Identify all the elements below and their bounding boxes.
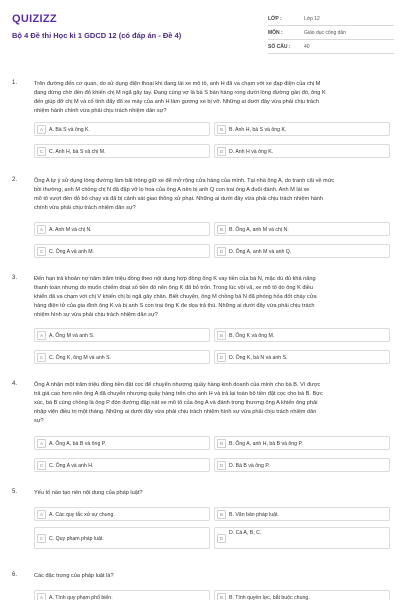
quizizz-logo: QUIZIZZ bbox=[12, 13, 57, 25]
question-number: 5. bbox=[12, 489, 18, 495]
answer-option-b[interactable] bbox=[214, 222, 390, 236]
option-text: B. Anh H, bà S và ông K. bbox=[229, 126, 287, 133]
question-line: chính vừa phải chịu trách nhiệm dân sự? bbox=[34, 205, 136, 211]
question-2 bbox=[12, 177, 390, 269]
meta-row-subject bbox=[268, 26, 394, 40]
question-line: nhiệm hình sự vừa phải chịu trách nhiệm dân sự? bbox=[34, 312, 158, 318]
question-text bbox=[34, 572, 390, 581]
question-number: 1. bbox=[12, 80, 18, 86]
page-header bbox=[0, 0, 400, 70]
answer-option-a[interactable] bbox=[34, 590, 210, 600]
question-line: trả giá cao hơn nên ông A đã chuyển nhượng quầy hàng trên cho anh H và trả lại toàn bộ tiền đặt cọc cho bà B. Bực bbox=[34, 391, 323, 397]
question-line: xúc, bà B cùng chồng là ông P đón đường đập nát xe mô tô của ông A và đánh trọng thương ông A khiến ông phải bbox=[34, 400, 318, 406]
question-5 bbox=[12, 489, 390, 557]
option-text: D. Ông A, anh M và anh Q. bbox=[229, 248, 292, 255]
option-letter: D bbox=[217, 247, 226, 256]
answer-option-a[interactable] bbox=[34, 328, 210, 342]
option-letter: C bbox=[37, 147, 46, 156]
option-text: A. Các quy tắc xử sự chung. bbox=[49, 511, 115, 518]
question-line: Đến hạn trả khoản nợ năm trăm triệu đồng theo nội dung hợp đồng ông K vay tiền của bà N, mặc dù đủ khả năng bbox=[34, 276, 316, 282]
answer-option-c[interactable] bbox=[34, 244, 210, 258]
option-text: D. Anh H và ông K. bbox=[229, 148, 274, 155]
answer-option-c[interactable] bbox=[34, 458, 210, 472]
option-text: B. Tính quyền lực, bắt buộc chung. bbox=[229, 594, 310, 600]
question-text bbox=[34, 275, 390, 320]
meta-value: Giáo dục công dân bbox=[304, 29, 346, 36]
question-line: khiển đã va chạm với chị V khiến chị bị ngã gãy chân. Biết chuyện, ông M chồng bà N đã phóng hỏa đốt cháy cửa bbox=[34, 294, 317, 300]
option-text: C. Quy phạm pháp luật. bbox=[49, 535, 104, 542]
question-line: Trên đường đến cơ quan, do sử dụng điện thoại khi đang lái xe mô tô, anh H đã va chạm với xe đạp điện của chị M bbox=[34, 81, 321, 87]
question-text bbox=[34, 80, 390, 116]
option-letter: A bbox=[37, 125, 46, 134]
option-letter: C bbox=[37, 461, 46, 470]
option-letter: A bbox=[37, 331, 46, 340]
answer-option-a[interactable] bbox=[34, 507, 210, 521]
question-text bbox=[34, 489, 390, 498]
meta-label: LỚP : bbox=[268, 15, 282, 22]
answer-option-b[interactable] bbox=[214, 436, 390, 450]
answer-option-d[interactable] bbox=[214, 144, 390, 158]
option-text: B. Ông A, anh M và chị N. bbox=[229, 226, 289, 233]
answer-option-c[interactable] bbox=[34, 350, 210, 364]
answer-option-a[interactable] bbox=[34, 222, 210, 236]
question-line: Yếu tố nào tạo nên nội dung của pháp luật? bbox=[34, 490, 143, 496]
option-letter: B bbox=[217, 331, 226, 340]
answer-option-d[interactable] bbox=[214, 458, 390, 472]
question-4 bbox=[12, 381, 390, 481]
option-text: B. Ông A, anh H, bà B và ông P. bbox=[229, 440, 303, 447]
option-letter: A bbox=[37, 225, 46, 234]
question-line: sự? bbox=[34, 418, 44, 424]
option-text: D. Ông K, bà N và anh S. bbox=[229, 354, 288, 361]
option-letter: A bbox=[37, 439, 46, 448]
option-text: A. Ông M và anh S. bbox=[49, 332, 95, 339]
document-title: Bộ 4 Đề thi Học kì 1 GDCD 12 (có đáp án - Đề 4) bbox=[12, 31, 182, 40]
option-text: D. Cả A, B, C. bbox=[229, 530, 262, 536]
option-letter: D bbox=[217, 534, 226, 543]
question-line: bồi thường, anh M chồng chị N đã đập vỡ lọ hoa của ông A nên bị anh Q con trai ông A đuổi đánh. Anh M lái xe bbox=[34, 187, 310, 193]
question-text bbox=[34, 381, 390, 426]
option-letter: B bbox=[217, 125, 226, 134]
meta-row-question-count bbox=[268, 40, 394, 54]
question-number: 4. bbox=[12, 381, 18, 387]
meta-table bbox=[268, 12, 394, 54]
option-text: A. Anh M và chị N. bbox=[49, 226, 92, 233]
option-text: A. Tính quy phạm phổ biến. bbox=[49, 594, 113, 600]
answer-option-b[interactable] bbox=[214, 507, 390, 521]
option-letter: D bbox=[217, 147, 226, 156]
question-line: nhập viện điều trị một tháng. Những ai dưới đây vừa phải chịu trách nhiệm hình sự vừa phải chịu trách nhiệm dân bbox=[34, 409, 317, 415]
answer-option-c[interactable] bbox=[34, 144, 210, 158]
meta-label: SỐ CÂU : bbox=[268, 43, 291, 50]
option-text: C. Anh H, bà S và chị M. bbox=[49, 148, 106, 155]
answer-option-b[interactable] bbox=[214, 328, 390, 342]
option-letter: D bbox=[217, 353, 226, 362]
question-line: Ông A tự ý sử dụng lòng đường làm bãi trông giữ xe để mở rộng cửa hàng của mình. Tại nhà ông A, do tranh cãi về mức bbox=[34, 178, 335, 184]
option-letter: B bbox=[217, 593, 226, 600]
question-line: đến giúp đỡ chị M và cố tình đẩy đổ xe máy của anh H làm gương xe bị vỡ. Những ai dưới đây vừa phải chịu trách bbox=[34, 99, 319, 105]
answer-option-b[interactable] bbox=[214, 590, 390, 600]
option-text: A. Bà S và ông K. bbox=[49, 126, 90, 133]
option-letter: A bbox=[37, 593, 46, 600]
question-number: 6. bbox=[12, 572, 18, 578]
question-line: thanh toán nhưng do muốn chiếm đoạt số tiền đó nên ông K đã bỏ trốn. Trong lúc vội vã, xe mô tô do ông K điều bbox=[34, 285, 313, 291]
option-text: A. Ông A, bà B và ông P. bbox=[49, 440, 107, 447]
option-letter: B bbox=[217, 439, 226, 448]
question-text bbox=[34, 177, 390, 213]
meta-value: Lớp 12 bbox=[304, 15, 320, 22]
question-number: 2. bbox=[12, 177, 18, 183]
option-letter: B bbox=[217, 510, 226, 519]
meta-row-class bbox=[268, 12, 394, 26]
option-letter: C bbox=[37, 353, 46, 362]
option-text: C. Ông A và anh H. bbox=[49, 462, 94, 469]
option-letter: C bbox=[37, 534, 46, 543]
answer-option-a[interactable] bbox=[34, 436, 210, 450]
option-text: B. Văn bản pháp luật. bbox=[229, 511, 279, 518]
option-letter: B bbox=[217, 225, 226, 234]
meta-label: MÔN : bbox=[268, 29, 283, 36]
option-text: B. Ông K và ông M. bbox=[229, 332, 275, 339]
option-text: C. Ông K, ông M và anh S. bbox=[49, 354, 111, 361]
question-line: Ông A nhận một trăm triệu đồng tiền đặt cọc để chuyển nhượng quầy hàng kinh doanh của mình cho bà B. Vì được bbox=[34, 382, 321, 388]
answer-option-d[interactable] bbox=[214, 527, 390, 549]
option-letter: C bbox=[37, 247, 46, 256]
answer-option-d[interactable] bbox=[214, 350, 390, 364]
question-line: Các đặc trưng của pháp luật là? bbox=[34, 573, 114, 579]
answer-option-c[interactable] bbox=[34, 527, 210, 549]
option-letter: D bbox=[217, 461, 226, 470]
question-line: hàng điện tử của gia đình ông K và bị anh S con trai ông K đe dọa trả thù. Những ai dưới đây vừa phải chịu trách bbox=[34, 303, 315, 309]
question-line: đang dừng chờ đèn đỏ khiến chị M ngã gãy tay. Đang cùng vợ là bà S bán hàng rong dưới lòng đường gần đó, ông K bbox=[34, 90, 326, 96]
answer-option-b[interactable] bbox=[214, 122, 390, 136]
question-1 bbox=[12, 80, 390, 172]
option-letter: A bbox=[37, 510, 46, 519]
question-line: nhiệm hành chính vừa phải chịu trách nhiệm dân sự? bbox=[34, 108, 167, 114]
question-line: mô tô vượt đèn đỏ bỏ chạy và đã bị cảnh sát giao thông xử phạt. Những ai dưới đây vừa phải chịu trách nhiệm hành bbox=[34, 196, 324, 202]
meta-value: 40 bbox=[304, 43, 310, 50]
question-3 bbox=[12, 275, 390, 375]
option-text: D. Bà B và ông P. bbox=[229, 462, 270, 469]
question-6 bbox=[12, 572, 390, 600]
question-number: 3. bbox=[12, 275, 18, 281]
answer-option-d[interactable] bbox=[214, 244, 390, 258]
option-text: C. Ông A và anh M. bbox=[49, 248, 94, 255]
answer-option-a[interactable] bbox=[34, 122, 210, 136]
